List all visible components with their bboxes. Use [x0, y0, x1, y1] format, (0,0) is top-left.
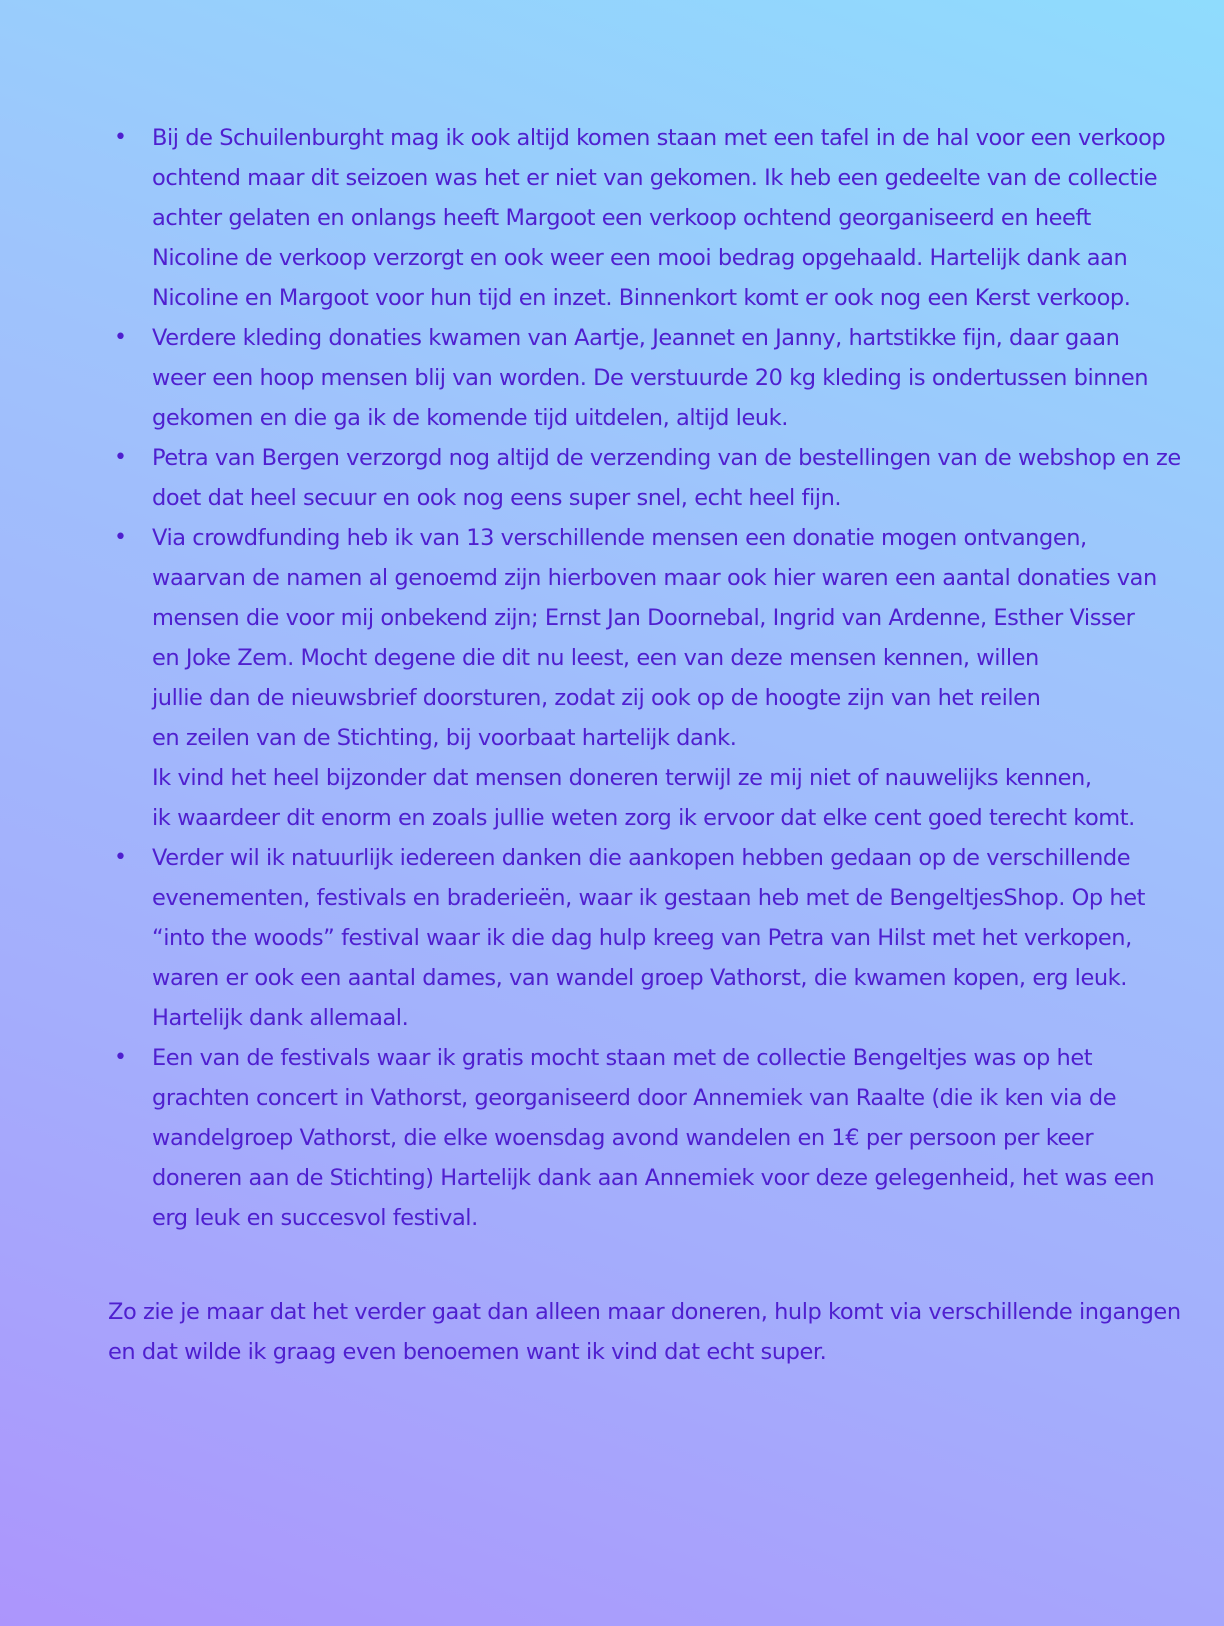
text-line: gekomen en die ga ik de komende tijd uitdelen, altijd leuk.: [152, 405, 788, 431]
text-line: Hartelijk dank allemaal.: [152, 1005, 409, 1031]
text-line: doet dat heel secuur en ook nog eens super snel, echt heel fijn.: [152, 485, 842, 511]
bullet-item-grachten-concert: [108, 1038, 1155, 1238]
text-line: Ik vind het heel bijzonder dat mensen doneren terwijl ze mij niet of nauwelijks kennen,: [152, 765, 1092, 791]
bullet-icon: •: [114, 325, 127, 350]
text-line: Bij de Schuilenburght mag ik ook altijd komen staan met een tafel in de hal voor een verkoop: [152, 125, 1166, 151]
text-line: Verder wil ik natuurlijk iedereen danken die aankopen hebben gedaan op de verschillende: [152, 845, 1131, 871]
text-line: weer een hoop mensen blij van worden. De verstuurde 20 kg kleding is ondertussen binnen: [152, 365, 1149, 391]
text-line: en Joke Zem. Mocht degene die dit nu leest, een van deze mensen kennen, willen: [152, 645, 1039, 671]
bullet-list: [108, 118, 1181, 1238]
text-line: Zo zie je maar dat het verder gaat dan alleen maar doneren, hulp komt via verschillende ingangen: [108, 1299, 1181, 1325]
closing-paragraph: [108, 1292, 1181, 1372]
text-line: jullie dan de nieuwsbrief doorsturen, zodat zij ook op de hoogte zijn van het reilen: [152, 685, 1041, 711]
text-line: Petra van Bergen verzorgd nog altijd de verzending van de bestellingen van de webshop en ze: [152, 445, 1181, 471]
text-line: erg leuk en succesvol festival.: [152, 1205, 478, 1231]
bullet-icon: •: [114, 125, 127, 150]
text-line: Nicoline en Margoot voor hun tijd en inzet. Binnenkort komt er ook nog een Kerst verkoop.: [152, 285, 1131, 311]
text-line: en dat wilde ik graag even benoemen want ik vind dat echt super.: [108, 1339, 827, 1365]
bullet-icon: •: [114, 525, 127, 550]
bullet-item-crowdfunding: [108, 518, 1157, 838]
bullet-icon: •: [114, 445, 127, 470]
bullet-item-schuilenburght: [108, 118, 1166, 318]
text-line: Verdere kleding donaties kwamen van Aartje, Jeannet en Janny, hartstikke fijn, daar gaan: [152, 325, 1120, 351]
bullet-item-verzending: [108, 438, 1181, 518]
text-line: wandelgroep Vathorst, die elke woensdag avond wandelen en 1€ per persoon per keer: [152, 1125, 1094, 1151]
text-line: ochtend maar dit seizoen was het er niet van gekomen. Ik heb een gedeelte van de collectie: [152, 165, 1158, 191]
text-line: Via crowdfunding heb ik van 13 verschillende mensen een donatie mogen ontvangen,: [152, 525, 1087, 551]
text-line: ik waardeer dit enorm en zoals jullie weten zorg ik ervoor dat elke cent goed terecht komt.: [152, 805, 1135, 831]
text-line: Een van de festivals waar ik gratis mocht staan met de collectie Bengeltjes was op het: [152, 1045, 1093, 1071]
bullet-icon: •: [114, 1045, 127, 1070]
bullet-item-kleding-donaties: [108, 318, 1149, 438]
text-line: achter gelaten en onlangs heeft Margoot een verkoop ochtend georganiseerd en heeft: [152, 205, 1091, 231]
text-line: Nicoline de verkoop verzorgt en ook weer een mooi bedrag opgehaald. Hartelijk dank aan: [152, 245, 1128, 271]
bullet-icon: •: [114, 845, 127, 870]
text-line: doneren aan de Stichting) Hartelijk dank aan Annemiek voor deze gelegenheid, het was een: [152, 1165, 1155, 1191]
text-line: waarvan de namen al genoemd zijn hierboven maar ook hier waren een aantal donaties van: [152, 565, 1157, 591]
bullet-item-aankopen: [108, 838, 1145, 1038]
text-line: waren er ook een aantal dames, van wandel groep Vathorst, die kwamen kopen, erg leuk.: [152, 965, 1127, 991]
text-line: evenementen, festivals en braderieën, waar ik gestaan heb met de BengeltjesShop. Op het: [152, 885, 1145, 911]
text-line: en zeilen van de Stichting, bij voorbaat hartelijk dank.: [152, 725, 737, 751]
text-line: mensen die voor mij onbekend zijn; Ernst Jan Doornebal, Ingrid van Ardenne, Esther Visser: [152, 605, 1135, 631]
text-line: “into the woods” festival waar ik die dag hulp kreeg van Petra van Hilst met het verkopen,: [152, 925, 1132, 951]
text-line: grachten concert in Vathorst, georganiseerd door Annemiek van Raalte (die ik ken via de: [152, 1085, 1117, 1111]
